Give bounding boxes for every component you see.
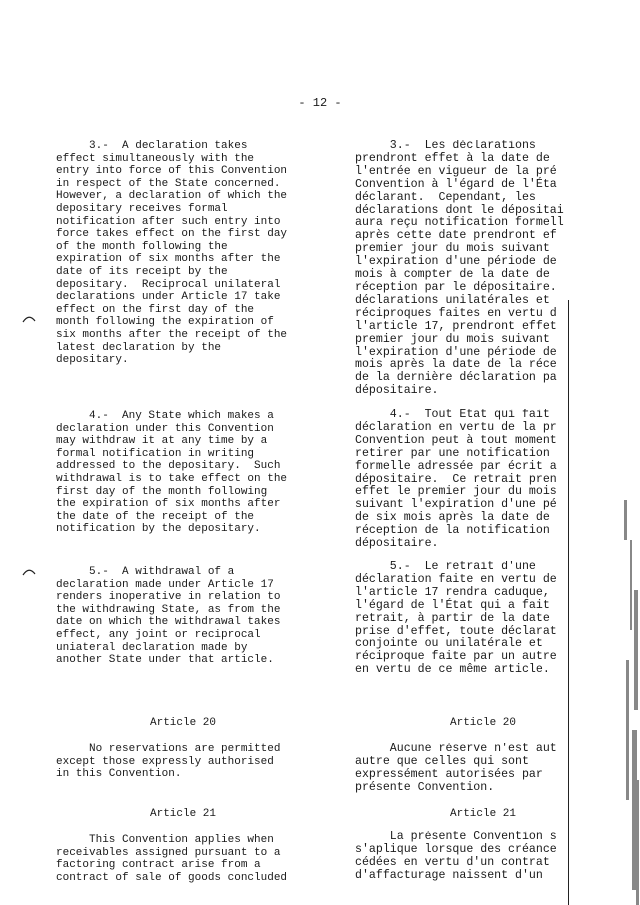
en-paragraph-5: 5.- A withdrawal of a declaration made under Article 17 renders inoperative in relation to the withdrawing State, as from the date on which the withdrawal takes effect, any joint or reciprocal uniateral declaration made by another State under that article.	[56, 566, 281, 667]
en-article-21-text: This Convention applies when receivables assigned pursuant to a factoring contract arise from a contract of sale of goods concluded	[56, 834, 288, 884]
fr-article-21-text: La présente Convention s s'aplique lorsque des créance cédées en vertu d'un contrat d'affacturage naissent d'un	[355, 831, 557, 882]
scan-noise	[622, 480, 640, 905]
margin-mark-icon	[22, 313, 36, 323]
fr-article-20-text: Aucune réserve n'est aut autre que celles qui sont expressément autorisées par présente Convention.	[355, 743, 557, 794]
en-paragraph-4: 4.- Any State which makes a declaration under this Convention may withdraw it at any time by a formal notification in writing addressed to the depositary. Such withdrawal is to take effect on the first day of the month following the expiration of six months after the date of the receipt of the notification by the depositary.	[56, 410, 288, 536]
fr-paragraph-4: 4.- Tout État qui fait déclaration en vertu de la pr Convention peut à tout moment retirer par une notification formelle adressée par écrit a dépositaire. Ce retrait pren effet le premier jour du mois suivant l'expiration d'une pé de six mois après la date de réception de la notification dépositaire.	[355, 409, 557, 551]
fr-article-20-heading: Article 20	[450, 717, 517, 729]
en-article-20-text: No reservations are permitted except those expressly authorised in this Convention.	[56, 743, 281, 781]
en-paragraph-3: 3.- A declaration takes effect simultaneously with the entry into force of this Convention in respect of the State concerned. However, a declaration of which the depositary receives formal notification after such entry into force takes effect on the first day of the month following the expiration of six months after the date of its receipt by the depositary. Reciprocal unilateral declarations under Article 17 take effect on the first day of the month following the expiration of six months after the receipt of the latest declaration by the depositary.	[56, 140, 288, 367]
page-number: - 12 -	[298, 96, 342, 110]
fr-paragraph-5: 5.- Le retrait d'une déclaration faite en vertu de l'article 17 rendra caduque, l'égard de l'État qui a fait retrait, à partir de la date prise d'effet, toute déclarat conjointe ou unilatérale et réciproque faite par un autre en vertu de ce même article.	[355, 561, 557, 677]
en-article-21-heading: Article 21	[150, 808, 217, 820]
fr-article-21-heading: Article 21	[450, 808, 517, 820]
margin-mark-icon	[22, 566, 36, 576]
scan-fold-line	[568, 300, 569, 905]
en-article-20-heading: Article 20	[150, 717, 217, 729]
fr-paragraph-3: 3.- Les déclarations prendront effet à la date de l'entrée en vigueur de la pré Convention à l'égard de l'Éta déclarant. Cependant, les déclarations dont le dépositai aura reçu notification formell après cette date prendront ef premier jour du mois suivant l'expiration d'une période de mois à compter de la date de réception par le dépositaire. déclarations unilatérales et réciproques faites en vertu d l'article 17, prendront effet premier jour du mois suivant l'expiration d'une période de mois après la date de la réce de la dernière déclaration pa dépositaire.	[355, 140, 564, 398]
